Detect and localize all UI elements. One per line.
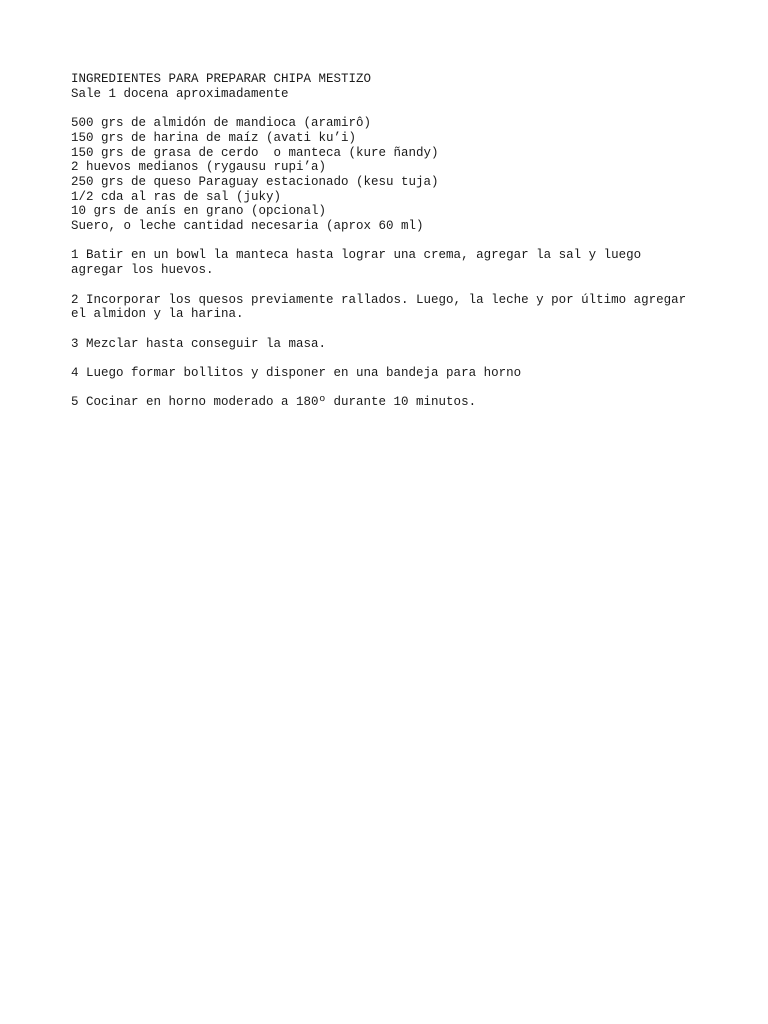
ingredient-item: 2 huevos medianos (rygausu rupi’a) — [71, 160, 327, 175]
spacer — [71, 234, 711, 249]
step-item: 2 Incorporar los quesos previamente rallados. Luego, la leche y por último agregar el almidon y la harina. — [71, 292, 687, 322]
ingredient-item: 250 grs de queso Paraguay estacionado (kesu tuja) — [71, 174, 439, 189]
step-item: 3 Mezclar hasta conseguir la masa. — [71, 336, 327, 351]
recipe-yield: Sale 1 docena aproximadamente — [71, 86, 289, 101]
step-item: 1 Batir en un bowl la manteca hasta lograr una crema, agregar la sal y luego agregar los huevos. — [71, 248, 642, 278]
ingredient-item: Suero, o leche cantidad necesaria (aprox 60 ml) — [71, 219, 424, 234]
ingredient-item: 500 grs de almidón de mandioca (aramirô) — [71, 116, 372, 131]
step-item: 5 Cocinar en horno moderado a 180º durante 10 minutos. — [71, 395, 477, 410]
spacer — [71, 101, 711, 116]
ingredient-item: 1/2 cda al ras de sal (juky) — [71, 189, 282, 204]
ingredient-item: 150 grs de grasa de cerdo o manteca (kure ñandy) — [71, 145, 439, 160]
ingredients-list — [71, 116, 711, 234]
steps-list — [71, 248, 711, 410]
ingredient-item: 150 grs de harina de maíz (avati ku’i) — [71, 130, 357, 145]
recipe-title: INGREDIENTES PARA PREPARAR CHIPA MESTIZO — [71, 72, 372, 86]
recipe-document — [71, 72, 711, 410]
spacer — [71, 381, 711, 396]
spacer — [71, 278, 711, 293]
spacer — [71, 351, 711, 366]
spacer — [71, 322, 711, 337]
ingredient-item: 10 grs de anís en grano (opcional) — [71, 204, 327, 219]
step-item: 4 Luego formar bollitos y disponer en una bandeja para horno — [71, 365, 522, 380]
